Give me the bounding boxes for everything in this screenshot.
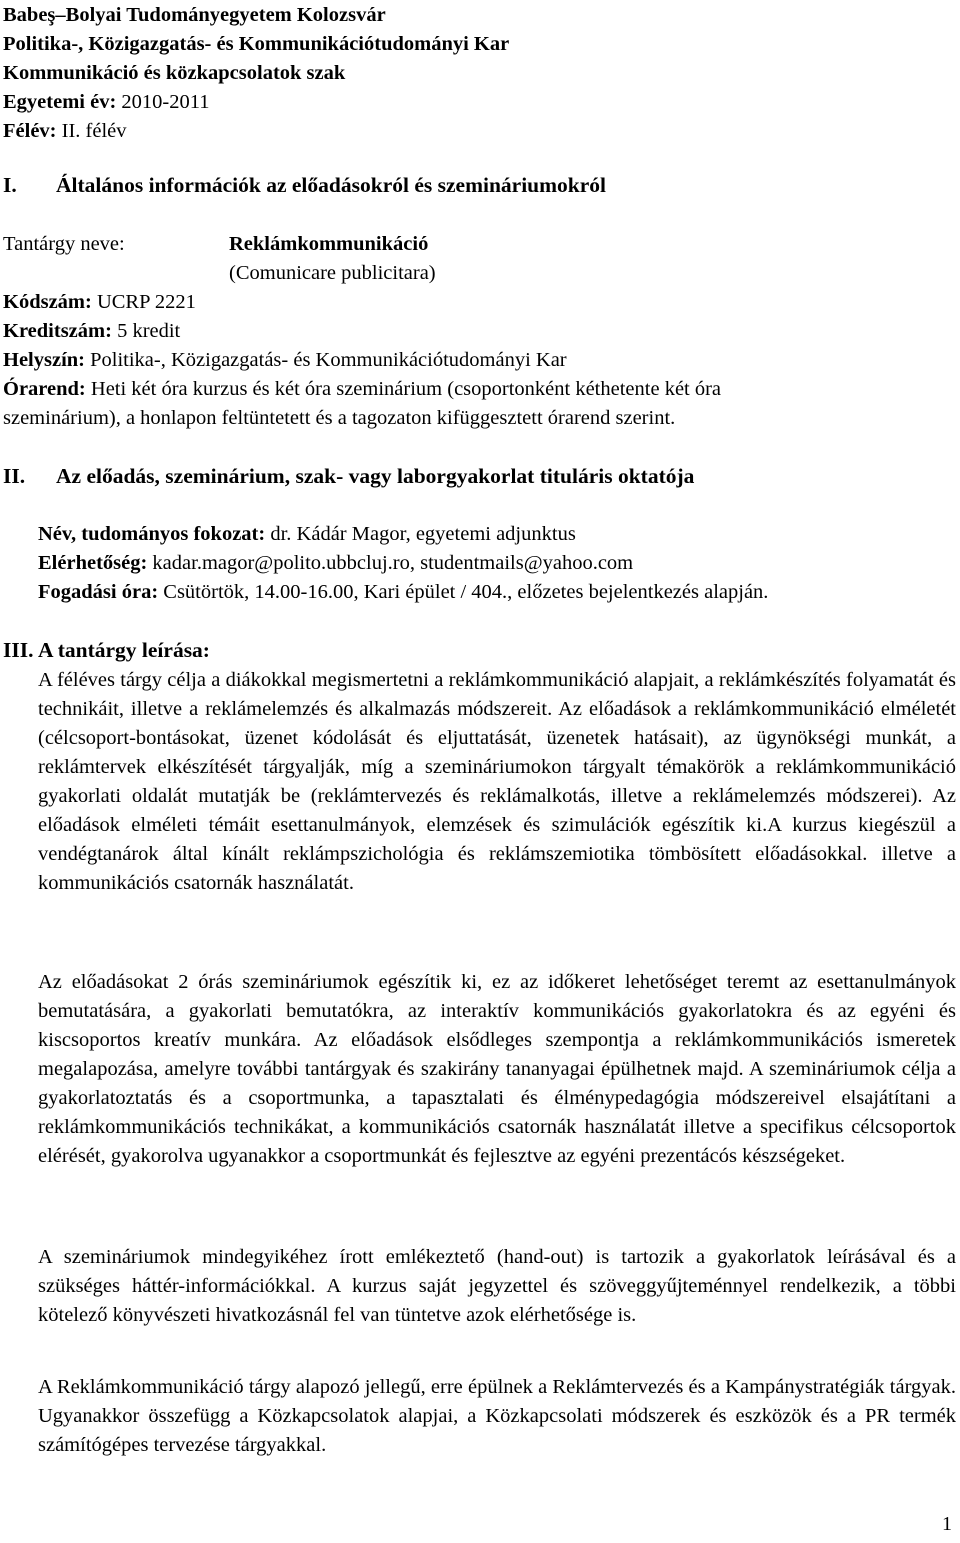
section-1-heading (3, 171, 606, 200)
page-number: 1 (942, 1513, 952, 1535)
instructor-name (38, 520, 576, 549)
section-2-title: Az előadás, szeminárium, szak- vagy laborgyakorlat tituláris oktatója (56, 464, 695, 488)
course-location (3, 346, 567, 375)
section-2-heading (3, 462, 694, 491)
course-code (3, 288, 196, 317)
section-3-title: A tantárgy leírása: (38, 638, 210, 662)
section-3-number: III. (3, 638, 34, 662)
university-name: Babeş–Bolyai Tudományegyetem Kolozsvár (3, 4, 386, 26)
name-value: dr. Kádár Magor, egyetemi adjunktus (270, 523, 576, 545)
description-paragraph-4: A Reklámkommunikáció tárgy alapozó jellegű, erre épülnek a Reklámtervezés és a Kampánystratégiák tárgyak. Ugyanakkor összefügg a Közkapcsolatok alapjai, a Közkapcsolati módszerek és eszközök és a PR termék számítógépes tervezése tárgyakkal. (38, 1376, 956, 1456)
office-hours (38, 578, 768, 607)
semester (3, 117, 509, 146)
course-name-romanian: (Comunicare publicitara) (229, 262, 436, 284)
semester-label: Félév: (3, 120, 57, 142)
code-label: Kódszám: (3, 291, 92, 313)
credits-label: Kreditszám: (3, 320, 112, 342)
name-label: Név, tudományos fokozat: (38, 523, 266, 545)
academic-year (3, 88, 509, 117)
course-credits (3, 317, 180, 346)
contact-label: Elérhetőség: (38, 552, 148, 574)
location-label: Helyszín: (3, 349, 85, 371)
semester-value: II. félév (61, 120, 127, 142)
schedule-line-1: Heti két óra kurzus és két óra szeminárium (csoportonként kéthetente két óra (90, 378, 722, 400)
description-paragraph-3: A szemináriumok mindegyikéhez írott emlékeztető (hand-out) is tartozik a gyakorlatok leírásával és a szükséges háttér-információkkal. A kurzus saját jegyzettel és szöveggyűjteménnyel rendelkezik, a többi kötelező könyvészeti hivatkozásnál fel van tüntetve azok elérhetősége is. (38, 1246, 956, 1326)
document-header (3, 1, 509, 146)
code-value: UCRP 2221 (96, 291, 196, 313)
course-name-label: Tantárgy neve: (3, 233, 125, 255)
office-label: Fogadási óra: (38, 581, 159, 603)
schedule-line-2: szeminárium), a honlapon feltüntetett és a tagozaton kifüggesztett órarend szerint. (3, 407, 676, 429)
location-value: Politika-, Közigazgatás- és Kommunikációtudományi Kar (90, 349, 567, 371)
faculty-name: Politika-, Közigazgatás- és Kommunikációtudományi Kar (3, 33, 510, 55)
year-label: Egyetemi év: (3, 91, 117, 113)
course-schedule (3, 375, 721, 404)
section-1-title: Általános információk az előadásokról és szemináriumokról (56, 173, 607, 197)
course-name: Reklámkommunikáció (229, 233, 429, 255)
year-value: 2010-2011 (121, 91, 210, 113)
major-name: Kommunikáció és közkapcsolatok szak (3, 62, 346, 84)
description-paragraph-2: Az előadásokat 2 órás szemináriumok egészítik ki, ez az időkeret lehetőséget teremt az esettanulmányok bemutatására, a gyakorlati bemutatókra, az interaktív kommunikációs gyakorlatokra és az egyéni és kiscsoportos kreatív munkára. Az előadások elsődleges szempontja a reklámkommunikációs ismeretek megalapozása, amelyre további tantárgyak és szakirány tananyagai épülhetnek majd. A szemináriumok célja a gyakorlatoztatás és a csoportmunka, a tapasztalati és élménypedagógia módszereivel elsajátítani a reklámkommunikációs technikákat, a kommunikációs csatornák használatát illetve a specifikus célcsoportok elérését, gyakorolva ugyanakkor a csoportmunkát és fejlesztve az egyéni prezentácós készségeket. (38, 971, 956, 1167)
section-2-number: II. (3, 464, 26, 488)
office-value: Csütörtök, 14.00-16.00, Kari épület / 404., előzetes bejelentkezés alapján. (163, 581, 769, 603)
description-paragraph-1: A féléves tárgy célja a diákokkal megismertetni a reklámkommunikáció alapjait, a reklámkészítés folyamatát és technikáit, illetve a reklámelemzés és alkalmazás módszereit. Az előadások a reklámkommunikáció elméletét (célcsoport-bontásokat, üzenet kódolását és eljuttatását, üzenetek hatásait), az ügynökségi munkát, a reklámtervek elkészítését tárgyalják, míg a szemináriumokon tárgyalt témakörök a reklámkommunikáció gyakorlati oldalát mutatják be (reklámtervezés és reklámalkotás, illetve a reklámelemzés módszerei). Az előadások elméleti témáit esettanulmányok, elemzések és szimulációk egészítik ki.A kurzus kiegészül a vendégtanárok által kínált reklámpszichológia és reklámszemiotika tömbösített előadásokkal. illetve a kommunikációs csatornák használatát. (38, 669, 956, 894)
instructor-contact (38, 549, 633, 578)
section-3-heading (3, 636, 210, 665)
contact-value: kadar.magor@polito.ubbcluj.ro, studentmails@yahoo.com (152, 552, 634, 574)
section-1-number: I. (3, 173, 17, 197)
credits-value: 5 kredit (117, 320, 181, 342)
schedule-label: Órarend: (3, 378, 86, 400)
